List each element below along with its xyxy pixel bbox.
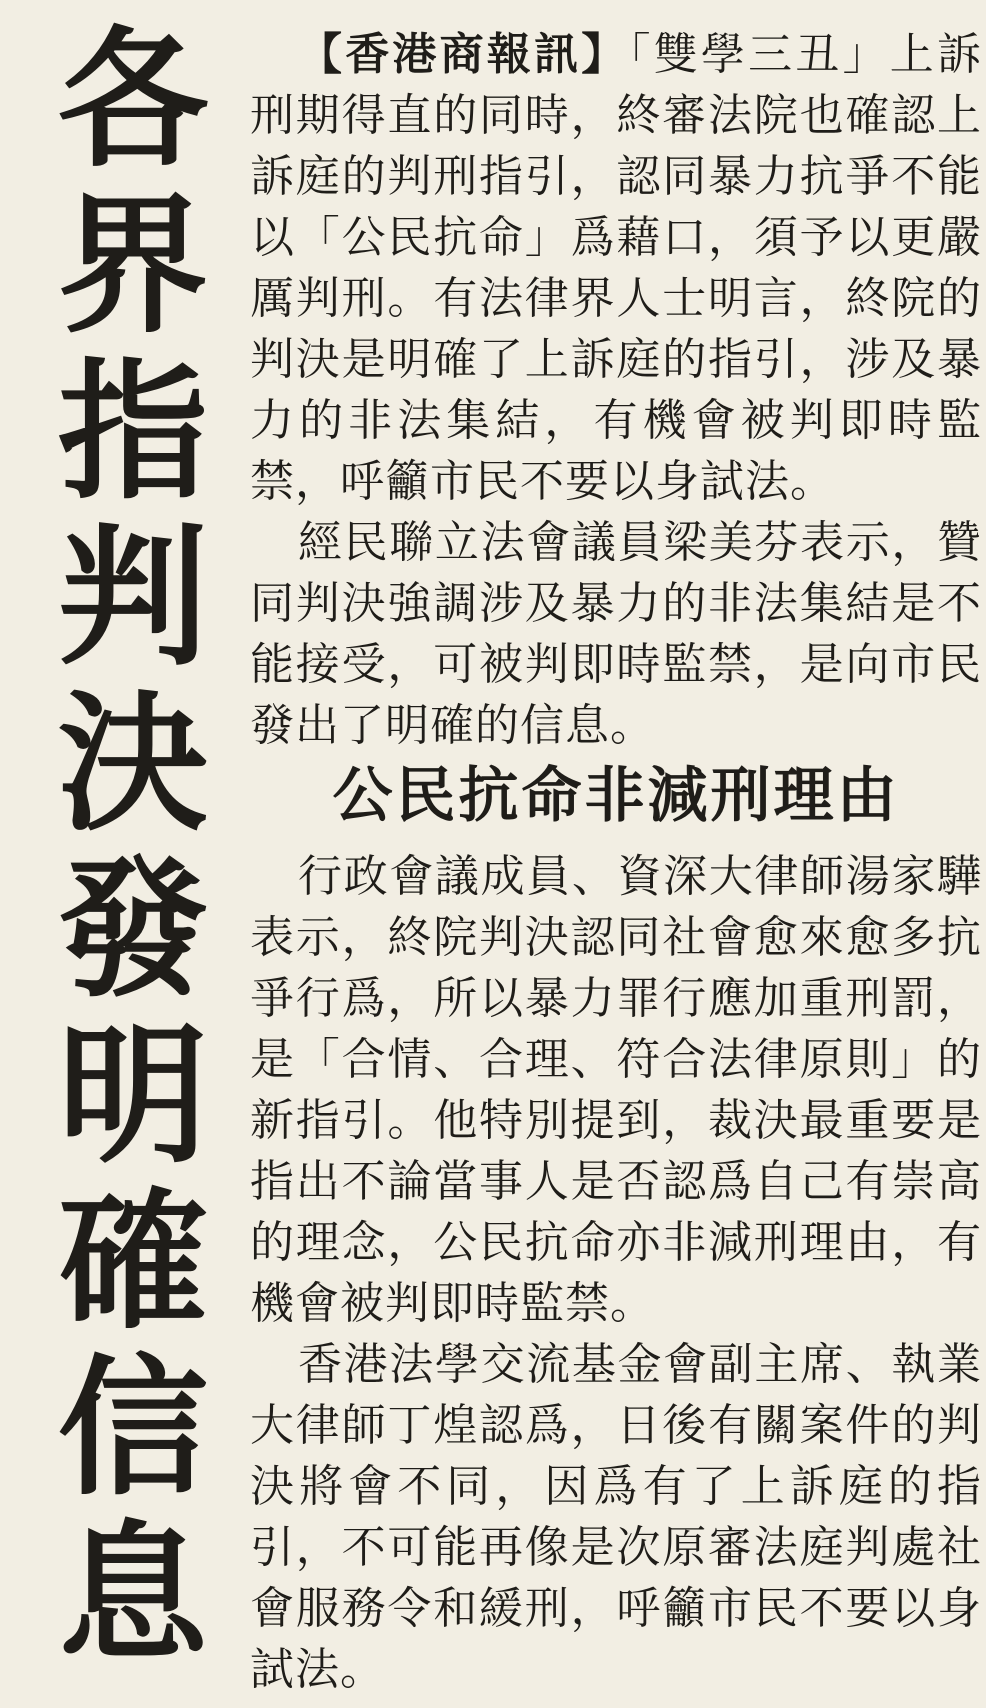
paragraph-lead xyxy=(250,24,982,512)
article-body xyxy=(250,24,982,1700)
paragraph-lead-text: 「雙學三丑」上訴刑期得直的同時，終審法院也確認上訴庭的判刑指引，認同暴力抗爭不能以「公民抗命」爲藉口，須予以更嚴厲判刑。有法律界人士明言，終院的判決是明確了上訴庭的指引，涉及暴力的非法集結，有機會被判即時監禁，呼籲市民不要以身試法。 xyxy=(250,30,982,506)
source-tag: 【香港商報訊】 xyxy=(298,30,629,79)
vertical-headline: 各界指判決發明確信息 xyxy=(35,20,201,1680)
paragraph-4: 香港法學交流基金會副主席、執業大律師丁煌認爲，日後有關案件的判決將會不同，因爲有了上訴庭的指引，不可能再像是次原審法庭判處社會服務令和緩刑，呼籲市民不要以身試法。 xyxy=(250,1340,982,1694)
paragraph-2: 經民聯立法會議員梁美芬表示，贊同判決強調涉及暴力的非法集結是不能接受，可被判即時監禁，是向市民發出了明確的信息。 xyxy=(250,518,982,750)
paragraph-3: 行政會議成員、資深大律師湯家驊表示，終院判決認同社會愈來愈多抗爭行爲，所以暴力罪行應加重刑罰，是「合情、合理、符合法律原則」的新指引。他特別提到，裁決最重要是指出不論當事人是否認爲自己有崇高的理念，公民抗命亦非減刑理由，有機會被判即時監禁。 xyxy=(250,852,982,1328)
subheading: 公民抗命非減刑理由 xyxy=(332,762,900,829)
